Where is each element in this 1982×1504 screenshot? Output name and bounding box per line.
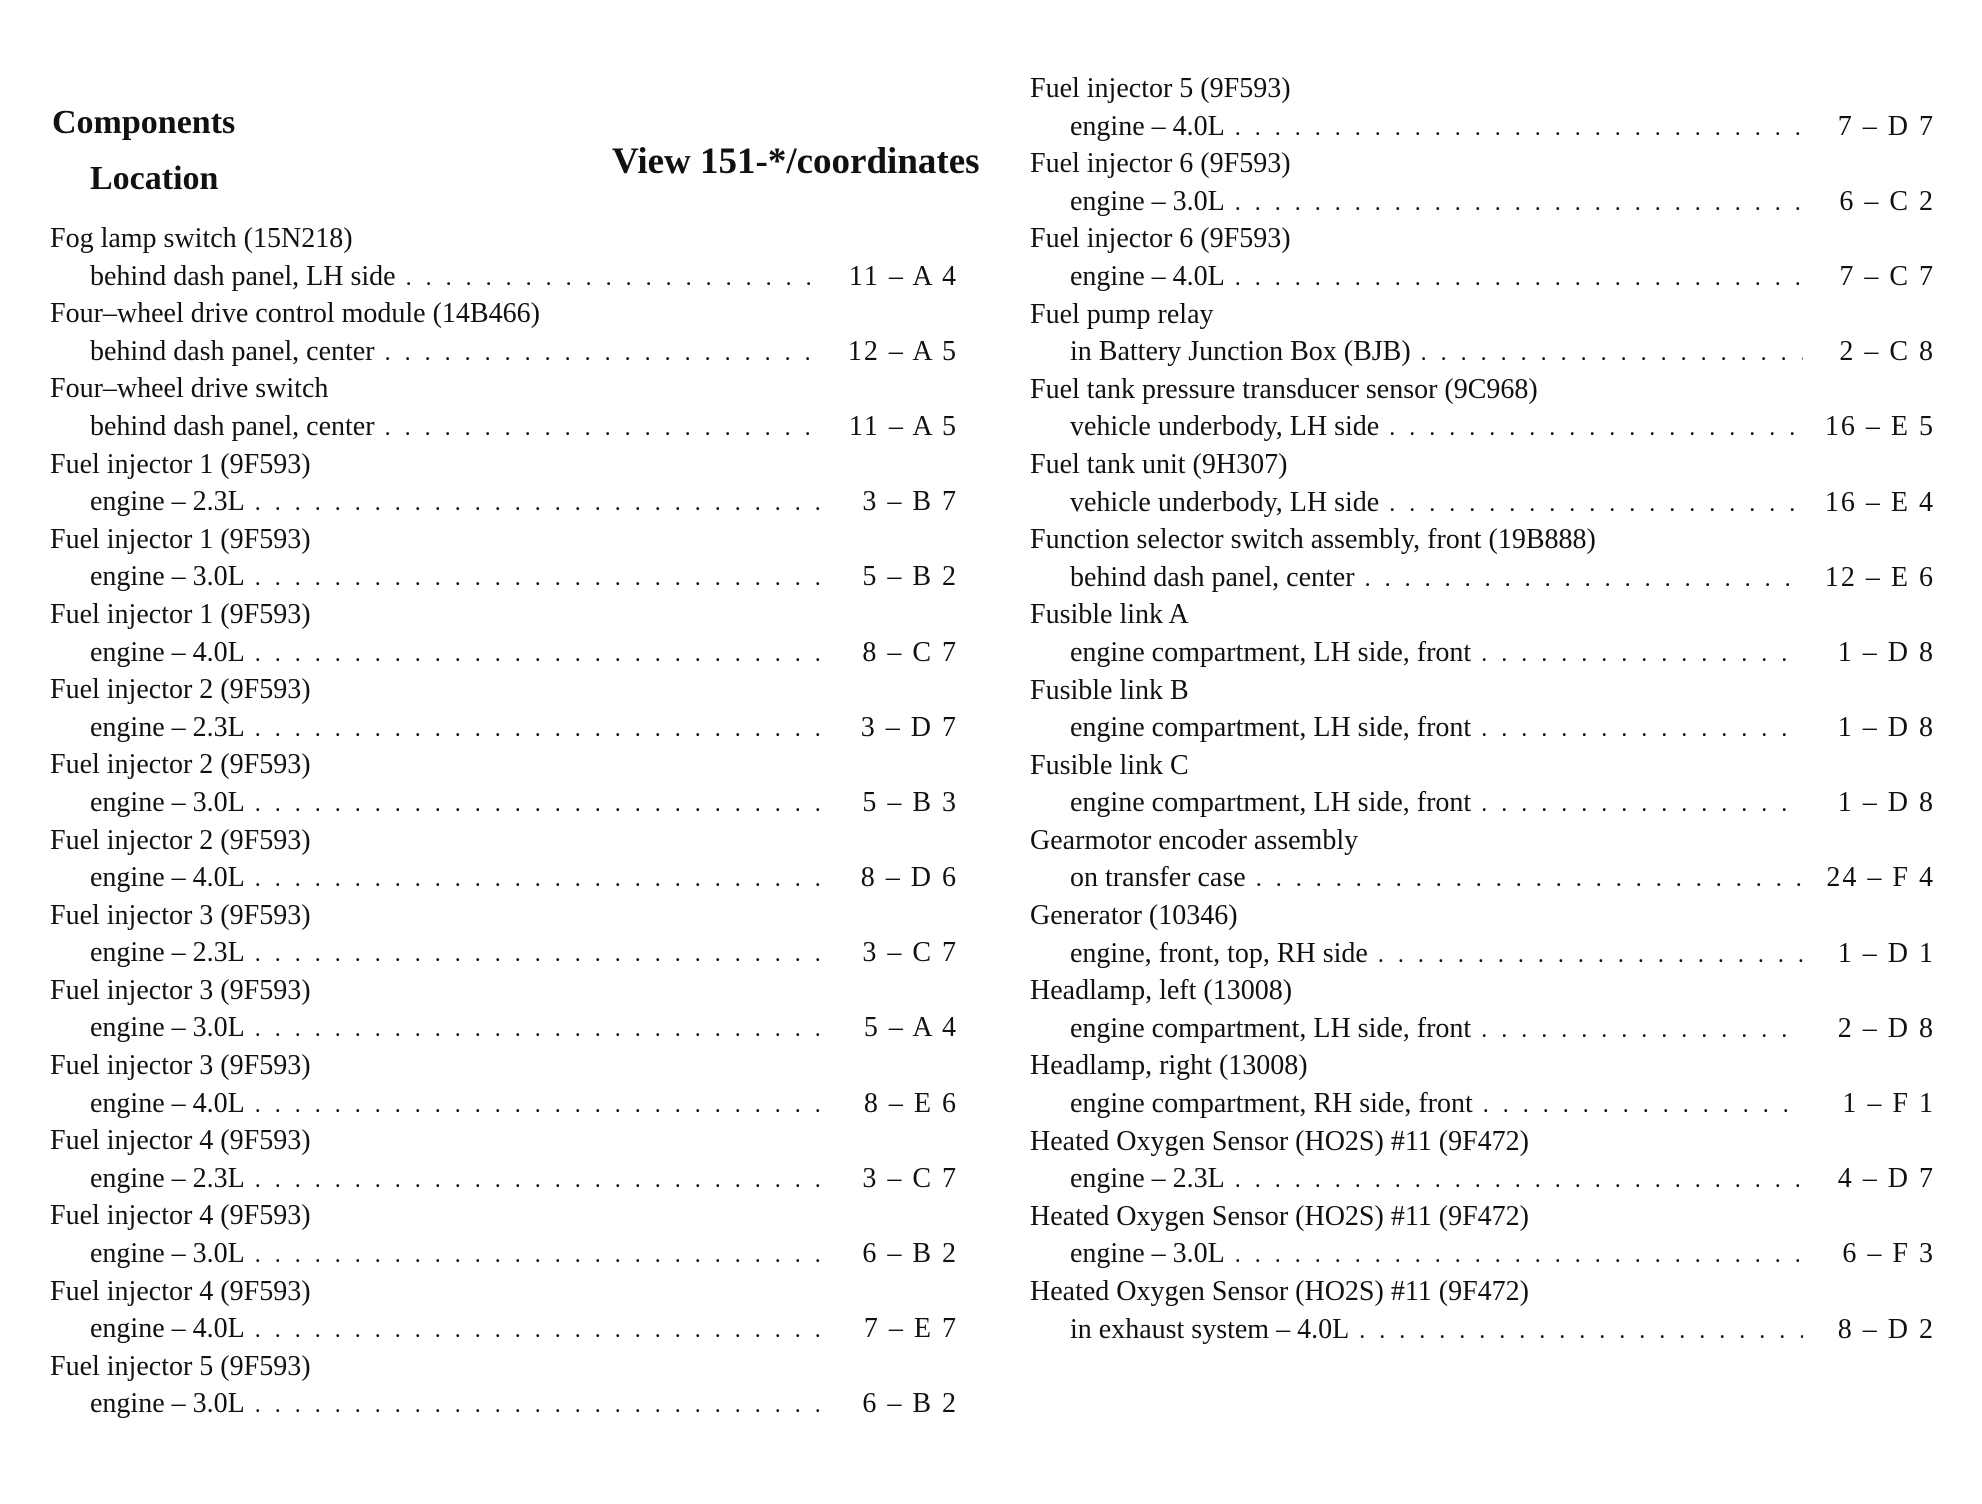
component-entry (1030, 897, 1935, 972)
location-row (1030, 1235, 1935, 1273)
location-row (50, 859, 958, 897)
location-row (1030, 1010, 1935, 1048)
component-location: engine – 4.0L (1070, 110, 1225, 142)
view-coordinate: 8 – E 6 (863, 1087, 958, 1119)
dot-leader (255, 1387, 826, 1425)
component-location: behind dash panel, center (90, 335, 375, 367)
location-heading: Location (90, 160, 219, 197)
dot-leader (1483, 1087, 1803, 1125)
location-row (50, 1160, 958, 1198)
component-location: behind dash panel, LH side (90, 260, 396, 292)
dot-leader (385, 410, 826, 448)
component-name: Fuel injector 1 (9F593) (50, 598, 311, 630)
component-name: Fuel injector 2 (9F593) (50, 674, 311, 706)
component-location: engine – 3.0L (90, 1012, 245, 1044)
location-row (1030, 183, 1935, 221)
view-coordinate: 8 – D 2 (1837, 1313, 1935, 1345)
component-location: engine, front, top, RH side (1070, 937, 1368, 969)
view-coordinate: 2 – D 8 (1837, 1012, 1935, 1044)
component-name: Four–wheel drive switch (50, 373, 329, 405)
component-name: Fuel tank pressure transducer sensor (9C968) (1030, 373, 1538, 405)
component-name: Headlamp, right (13008) (1030, 1050, 1308, 1082)
component-entry (1030, 1198, 1935, 1273)
dot-leader (255, 1087, 826, 1125)
location-row (1030, 559, 1935, 597)
location-row (1030, 709, 1935, 747)
dot-leader (1235, 110, 1803, 148)
dot-leader (255, 711, 826, 749)
component-name: Fusible link A (1030, 599, 1189, 631)
view-coordinate: 11 – A 5 (848, 410, 958, 442)
component-entry (50, 1197, 958, 1272)
left-column-list (50, 220, 958, 1423)
dot-leader (255, 936, 826, 974)
dot-leader (1235, 260, 1803, 298)
location-row (50, 784, 958, 822)
component-location: engine compartment, LH side, front (1070, 1012, 1472, 1044)
component-entry (1030, 672, 1935, 747)
component-entry (1030, 296, 1935, 371)
view-coordinate: 11 – A 4 (848, 260, 958, 292)
view-coordinate: 24 – F 4 (1826, 862, 1935, 894)
component-entry (1030, 446, 1935, 521)
component-entry (1030, 1273, 1935, 1348)
component-name: Fuel injector 2 (9F593) (50, 824, 311, 856)
component-entry (50, 972, 958, 1047)
component-entry (1030, 371, 1935, 446)
component-name: Fuel injector 4 (9F593) (50, 1125, 311, 1157)
component-name: Fuel injector 6 (9F593) (1030, 148, 1291, 180)
component-location: engine – 3.0L (1070, 185, 1225, 217)
component-name: Four–wheel drive control module (14B466) (50, 298, 540, 330)
dot-leader (1481, 636, 1803, 674)
view-coordinate: 1 – D 1 (1837, 937, 1935, 969)
view-coordinate: 6 – C 2 (1839, 185, 1935, 217)
component-entry (50, 822, 958, 897)
right-column-list (1030, 70, 1935, 1348)
component-location: on transfer case (1070, 862, 1246, 894)
view-coordinate: 8 – D 6 (860, 862, 958, 894)
component-location: engine – 2.3L (90, 711, 245, 743)
component-name: Gearmotor encoder assembly (1030, 824, 1359, 856)
location-row (50, 1385, 958, 1423)
component-entry (50, 370, 958, 445)
location-row (1030, 634, 1935, 672)
view-coordinate: 12 – A 5 (847, 335, 958, 367)
component-entry (1030, 1047, 1935, 1122)
location-row (50, 333, 958, 371)
dot-leader (385, 335, 826, 373)
location-row (50, 558, 958, 596)
dot-leader (1481, 1012, 1803, 1050)
component-name: Fusible link B (1030, 674, 1189, 706)
location-row (50, 1235, 958, 1273)
dot-leader (1359, 1313, 1803, 1351)
view-coordinate: 3 – D 7 (860, 711, 958, 743)
component-location: engine – 3.0L (90, 1388, 245, 1420)
component-name: Fuel injector 6 (9F593) (1030, 223, 1291, 255)
component-name: Heated Oxygen Sensor (HO2S) #11 (9F472) (1030, 1125, 1529, 1157)
view-coordinate: 6 – B 2 (862, 1238, 958, 1270)
location-row (1030, 258, 1935, 296)
view-coordinate: 1 – D 8 (1837, 787, 1935, 819)
dot-leader (1481, 786, 1803, 824)
view-coordinate: 5 – A 4 (863, 1012, 958, 1044)
component-location: engine – 2.3L (1070, 1163, 1225, 1195)
component-location: engine – 4.0L (90, 862, 245, 894)
view-coordinate: 6 – B 2 (862, 1388, 958, 1420)
dot-leader (1389, 486, 1803, 524)
component-name: Fuel injector 1 (9F593) (50, 448, 311, 480)
component-entry (50, 1122, 958, 1197)
view-coordinate: 8 – C 7 (862, 636, 958, 668)
location-row (1030, 408, 1935, 446)
view-coordinate: 1 – D 8 (1837, 636, 1935, 668)
component-entry (50, 1047, 958, 1122)
location-row (50, 408, 958, 446)
location-row (1030, 1311, 1935, 1349)
location-row (1030, 784, 1935, 822)
view-coordinate: 3 – C 7 (862, 937, 958, 969)
location-row (50, 934, 958, 972)
component-entry (50, 220, 958, 295)
component-name: Fuel injector 3 (9F593) (50, 1050, 311, 1082)
component-entry (1030, 747, 1935, 822)
location-row (1030, 859, 1935, 897)
component-location: in exhaust system – 4.0L (1070, 1313, 1350, 1345)
location-row (1030, 935, 1935, 973)
component-location: engine – 3.0L (90, 561, 245, 593)
component-entry (1030, 822, 1935, 897)
location-row (1030, 333, 1935, 371)
component-entry (1030, 972, 1935, 1047)
location-row (50, 634, 958, 672)
dot-leader (1421, 335, 1803, 373)
component-name: Fuel tank unit (9H307) (1030, 448, 1288, 480)
dot-leader (1235, 1237, 1803, 1275)
component-name: Fog lamp switch (15N218) (50, 223, 353, 254)
location-row (50, 483, 958, 521)
component-name: Fuel injector 5 (9F593) (50, 1350, 311, 1382)
component-location: engine compartment, LH side, front (1070, 712, 1472, 744)
dot-leader (1389, 410, 1803, 448)
component-name: Headlamp, left (13008) (1030, 975, 1293, 1007)
component-name: Function selector switch assembly, front (19B888) (1030, 524, 1596, 556)
dot-leader (255, 1011, 826, 1049)
dot-leader (406, 260, 826, 298)
component-location: behind dash panel, center (90, 410, 375, 442)
view-coordinate: 3 – C 7 (862, 1162, 958, 1194)
component-location: engine compartment, LH side, front (1070, 636, 1472, 668)
component-location: engine – 4.0L (90, 636, 245, 668)
component-location: engine – 3.0L (90, 786, 245, 818)
component-entry (50, 746, 958, 821)
component-location: vehicle underbody, LH side (1070, 411, 1380, 443)
view-coordinate: 7 – E 7 (863, 1313, 958, 1345)
component-name: Fuel injector 4 (9F593) (50, 1200, 311, 1232)
location-row (1030, 108, 1935, 146)
component-location: behind dash panel, center (1070, 561, 1355, 593)
view-coordinate: 1 – F 1 (1842, 1088, 1935, 1120)
location-row (1030, 1085, 1935, 1123)
component-name: Fusible link C (1030, 749, 1189, 781)
component-location: engine – 2.3L (90, 1162, 245, 1194)
location-row (50, 1085, 958, 1123)
component-entry (1030, 220, 1935, 295)
component-location: engine – 2.3L (90, 486, 245, 518)
view-coordinate: 3 – B 7 (862, 486, 958, 518)
dot-leader (1256, 861, 1803, 899)
component-location: engine – 3.0L (90, 1238, 245, 1270)
view-coordinate: 5 – B 2 (862, 561, 958, 593)
component-entry (50, 446, 958, 521)
dot-leader (1378, 937, 1803, 975)
component-entry (50, 1273, 958, 1348)
dot-leader (255, 485, 826, 523)
component-location: engine – 4.0L (90, 1313, 245, 1345)
component-entry (1030, 145, 1935, 220)
components-heading: Components (52, 104, 236, 141)
view-coordinate: 16 – E 5 (1824, 411, 1935, 443)
dot-leader (255, 786, 826, 824)
component-entry (50, 521, 958, 596)
component-location: engine compartment, RH side, front (1070, 1088, 1473, 1120)
view-coordinate: 7 – D 7 (1837, 110, 1935, 142)
view-coordinate: 2 – C 8 (1839, 336, 1935, 368)
dot-leader (1235, 1162, 1803, 1200)
component-name: Fuel injector 3 (9F593) (50, 899, 311, 931)
component-location: engine – 4.0L (90, 1087, 245, 1119)
component-location: engine – 2.3L (90, 937, 245, 969)
view-coordinate: 6 – F 3 (1842, 1238, 1935, 1270)
component-entry (50, 671, 958, 746)
location-row (1030, 484, 1935, 522)
component-name: Fuel injector 4 (9F593) (50, 1275, 311, 1307)
component-location: vehicle underbody, LH side (1070, 486, 1380, 518)
view-coordinate: 12 – E 6 (1824, 561, 1935, 593)
dot-leader (255, 560, 826, 598)
component-name: Fuel injector 3 (9F593) (50, 974, 311, 1006)
view-coordinate: 1 – D 8 (1837, 712, 1935, 744)
component-location: engine compartment, LH side, front (1070, 787, 1472, 819)
location-row (50, 258, 958, 296)
dot-leader (255, 861, 826, 899)
component-location: engine – 3.0L (1070, 1238, 1225, 1270)
component-entry (50, 897, 958, 972)
dot-leader (1481, 711, 1803, 749)
dot-leader (255, 1162, 826, 1200)
component-name: Fuel injector 2 (9F593) (50, 749, 311, 781)
component-location: engine – 4.0L (1070, 260, 1225, 292)
dot-leader (255, 1237, 826, 1275)
location-row (50, 1009, 958, 1047)
component-entry (1030, 521, 1935, 596)
component-location: in Battery Junction Box (BJB) (1070, 336, 1411, 368)
component-name: Heated Oxygen Sensor (HO2S) #11 (9F472) (1030, 1200, 1529, 1232)
component-name: Fuel injector 1 (9F593) (50, 523, 311, 555)
view-coordinates-heading: View 151-*/coordinates (612, 141, 980, 182)
view-coordinate: 4 – D 7 (1837, 1163, 1935, 1195)
component-entry (1030, 70, 1935, 145)
location-row (50, 1310, 958, 1348)
view-coordinate: 16 – E 4 (1824, 486, 1935, 518)
dot-leader (1365, 561, 1803, 599)
dot-leader (1235, 185, 1803, 223)
view-coordinate: 5 – B 3 (862, 786, 958, 818)
location-row (1030, 1160, 1935, 1198)
component-entry (1030, 596, 1935, 671)
component-entry (50, 596, 958, 671)
dot-leader (255, 1312, 826, 1350)
component-name: Fuel injector 5 (9F593) (1030, 73, 1291, 104)
location-row (50, 709, 958, 747)
component-name: Fuel pump relay (1030, 298, 1214, 330)
component-name: Generator (10346) (1030, 900, 1238, 932)
component-entry (50, 1348, 958, 1423)
component-name: Heated Oxygen Sensor (HO2S) #11 (9F472) (1030, 1276, 1529, 1307)
dot-leader (255, 636, 826, 674)
component-entry (50, 295, 958, 370)
component-entry (1030, 1123, 1935, 1198)
view-coordinate: 7 – C 7 (1839, 260, 1935, 292)
